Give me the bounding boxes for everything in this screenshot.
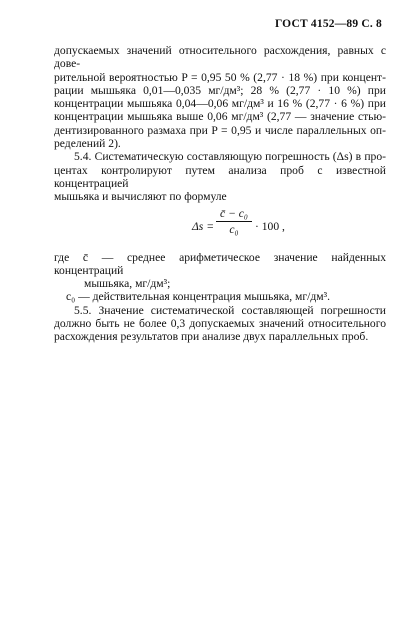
- formula-rhs: · 100 ,: [255, 219, 285, 233]
- text-line: рительной вероятностью P = 0,95 50 % (2,77 · 18 %) при концент-: [54, 70, 386, 84]
- formula-fraction: [216, 207, 252, 237]
- formula-lhs: Δs =: [192, 219, 215, 233]
- formula-numerator: c̄ − c₀: [216, 207, 252, 222]
- text-line: дентизированного размаха при P = 0,95 и числе параллельных оп-: [54, 123, 386, 137]
- text-line: рации мышьяка 0,01—0,035 мг/дм³; 28 % (2,77 · 10 %) при: [54, 83, 386, 97]
- text-line: расхождения результатов при анализе двух параллельных проб.: [54, 330, 369, 344]
- text-line: ределений 2).: [54, 137, 121, 151]
- formula-denominator: c₀: [229, 222, 239, 236]
- text-line: 5.4. Систематическую составляющую погрешность (Δs) в про-: [74, 150, 386, 164]
- page-header: ГОСТ 4152—89 С. 8: [274, 18, 382, 30]
- text-line: 5.5. Значение систематической составляющей погрешности: [74, 303, 386, 317]
- text-line: центах контролируют путем анализа проб с известной концентрацией: [54, 163, 386, 190]
- text-line: допускаемых значений относительного расхождения, равных с дове-: [54, 44, 386, 71]
- text-line: должно быть не более 0,3 допускаемых значений относительного: [54, 317, 386, 331]
- text-line: где c̄ — среднее арифметическое значение найденных концентраций: [54, 250, 386, 277]
- text-line: мышьяка, мг/дм³;: [84, 277, 171, 291]
- body-text: [54, 44, 386, 344]
- text-line: концентрации мышьяка 0,04—0,06 мг/дм³ и 16 % (2,77 · 6 %) при: [54, 97, 386, 111]
- formula: [54, 207, 386, 247]
- text-line: мышьяка и вычисляют по формуле: [54, 190, 227, 204]
- text-line: c₀ — действительная концентрация мышьяка, мг/дм³.: [66, 290, 330, 304]
- text-line: концентрации мышьяка выше 0,06 мг/дм³ (2,77 — значение стью-: [54, 110, 386, 124]
